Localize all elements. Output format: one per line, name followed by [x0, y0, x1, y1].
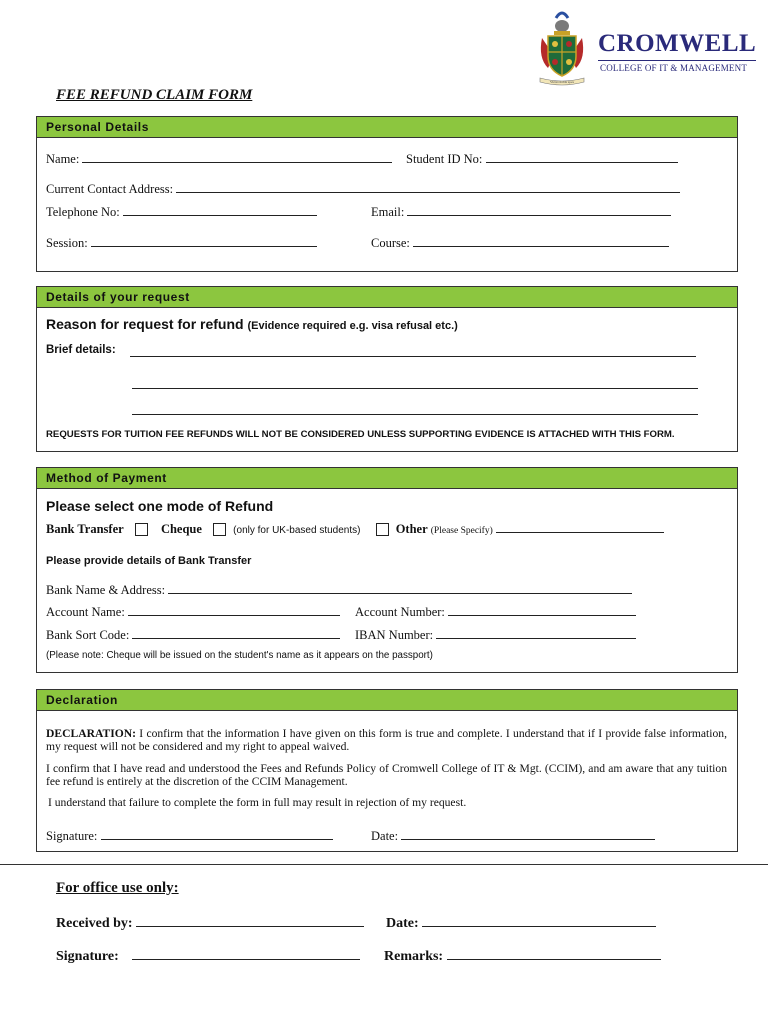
telephone-label: Telephone No:	[46, 205, 120, 219]
account-number-label: Account Number:	[355, 605, 445, 619]
office-date-field[interactable]	[386, 916, 656, 932]
course-input-line[interactable]	[413, 236, 669, 247]
form-title: FEE REFUND CLAIM FORM	[56, 87, 253, 103]
sort-code-input-line[interactable]	[132, 628, 340, 639]
brief-details-line-1[interactable]	[130, 346, 696, 357]
payment-method-header: Method of Payment	[37, 468, 737, 489]
bank-transfer-label: Bank Transfer	[46, 522, 124, 536]
other-label: Other	[395, 522, 428, 536]
bank-name-input-line[interactable]	[168, 583, 632, 594]
reason-note: (Evidence required e.g. visa refusal etc.)	[247, 320, 458, 332]
other-note: (Please Specify)	[430, 526, 493, 536]
brief-details-line-2[interactable]	[132, 378, 698, 389]
request-details-section	[36, 286, 738, 452]
declaration-para-1	[46, 727, 727, 753]
iban-input-line[interactable]	[436, 628, 636, 639]
address-input-line[interactable]	[176, 182, 680, 193]
declaration-header: Declaration	[37, 690, 737, 711]
refund-mode-options	[46, 522, 664, 538]
brand-subtitle: COLLEGE OF IT & MANAGEMENT	[600, 63, 748, 73]
cheque-checkbox[interactable]	[213, 523, 226, 536]
account-name-field[interactable]	[46, 605, 340, 620]
cut-line-divider	[0, 864, 768, 865]
sort-code-label: Bank Sort Code:	[46, 628, 130, 642]
brand-name: CROMWELL	[598, 30, 757, 57]
other-specify-line[interactable]	[496, 522, 664, 533]
brief-details-label: Brief details:	[46, 344, 116, 356]
bank-name-field[interactable]	[46, 583, 632, 598]
declaration-para-2: I confirm that I have read and understood the Fees and Refunds Policy of Cromwell College of IT & Mgt. (CCIM), and am aware that any tuition fee refund is entirely at the discretion of the CCIM Management.	[46, 762, 727, 788]
cheque-note: (only for UK-based students)	[233, 525, 361, 536]
student-id-label: Student ID No:	[406, 152, 483, 166]
received-by-field[interactable]	[56, 916, 364, 932]
personal-details-header: Personal Details	[37, 117, 737, 138]
iban-field[interactable]	[355, 628, 636, 643]
email-input-line[interactable]	[407, 205, 671, 216]
bank-transfer-checkbox[interactable]	[135, 523, 148, 536]
bank-name-label: Bank Name & Address:	[46, 583, 166, 597]
office-use-heading: For office use only:	[56, 880, 179, 896]
declaration-text	[46, 727, 727, 809]
email-field[interactable]	[371, 205, 671, 220]
telephone-field[interactable]	[46, 205, 317, 220]
telephone-input-line[interactable]	[123, 205, 317, 216]
declaration-para-1-text: I confirm that the information I have given on this form is true and complete. I understand that if I provide false information, my request will not be considered and my right to appeal waived.	[46, 727, 727, 753]
student-id-field[interactable]	[406, 152, 678, 167]
office-date-label: Date:	[386, 916, 419, 931]
other-checkbox[interactable]	[376, 523, 389, 536]
college-crest-logo	[536, 8, 588, 86]
office-signature-field[interactable]	[56, 949, 360, 965]
remarks-line[interactable]	[447, 949, 661, 960]
reason-heading: Reason for request for refund	[46, 316, 244, 332]
refund-mode-heading: Please select one mode of Refund	[46, 498, 274, 514]
declaration-lead: DECLARATION:	[46, 727, 136, 740]
remarks-field[interactable]	[384, 949, 661, 965]
office-signature-label: Signature:	[56, 949, 119, 964]
remarks-label: Remarks:	[384, 949, 444, 964]
account-name-label: Account Name:	[46, 605, 125, 619]
declaration-date-field[interactable]	[371, 829, 655, 844]
reason-heading-row	[46, 316, 458, 332]
session-input-line[interactable]	[91, 236, 317, 247]
bank-details-heading: Please provide details of Bank Transfer	[46, 555, 252, 567]
received-by-label: Received by:	[56, 916, 133, 931]
declaration-signature-field[interactable]	[46, 829, 333, 844]
email-label: Email:	[371, 205, 405, 219]
course-field[interactable]	[371, 236, 669, 251]
request-details-header: Details of your request	[37, 287, 737, 308]
office-date-line[interactable]	[422, 916, 656, 927]
account-name-input-line[interactable]	[128, 605, 340, 616]
brand-divider	[598, 60, 756, 61]
student-id-input-line[interactable]	[486, 152, 678, 163]
evidence-warning: REQUESTS FOR TUITION FEE REFUNDS WILL NOT BE CONSIDERED UNLESS SUPPORTING EVIDENCE IS ATTACHED WITH THIS FORM.	[46, 429, 675, 440]
received-by-line[interactable]	[136, 916, 364, 927]
crest-motto: Virtus nobis spes	[550, 80, 574, 84]
account-number-field[interactable]	[355, 605, 636, 620]
session-field[interactable]	[46, 236, 317, 251]
name-input-line[interactable]	[82, 152, 392, 163]
declaration-para-3: I understand that failure to complete the form in full may result in rejection of my request.	[48, 796, 467, 809]
brief-details-line-3[interactable]	[132, 404, 698, 415]
cheque-footnote: (Please note: Cheque will be issued on the student's name as it appears on the passport)	[46, 650, 433, 661]
address-field[interactable]	[46, 182, 680, 197]
iban-label: IBAN Number:	[355, 628, 434, 642]
session-label: Session:	[46, 236, 88, 250]
name-field[interactable]	[46, 152, 392, 167]
account-number-input-line[interactable]	[448, 605, 636, 616]
declaration-signature-label: Signature:	[46, 829, 98, 843]
declaration-signature-line[interactable]	[101, 829, 333, 840]
name-label: Name:	[46, 152, 80, 166]
office-signature-line[interactable]	[132, 949, 360, 960]
sort-code-field[interactable]	[46, 628, 340, 643]
address-label: Current Contact Address:	[46, 182, 174, 196]
declaration-date-line[interactable]	[401, 829, 655, 840]
cheque-label: Cheque	[160, 522, 202, 536]
course-label: Course:	[371, 236, 410, 250]
declaration-date-label: Date:	[371, 829, 399, 843]
